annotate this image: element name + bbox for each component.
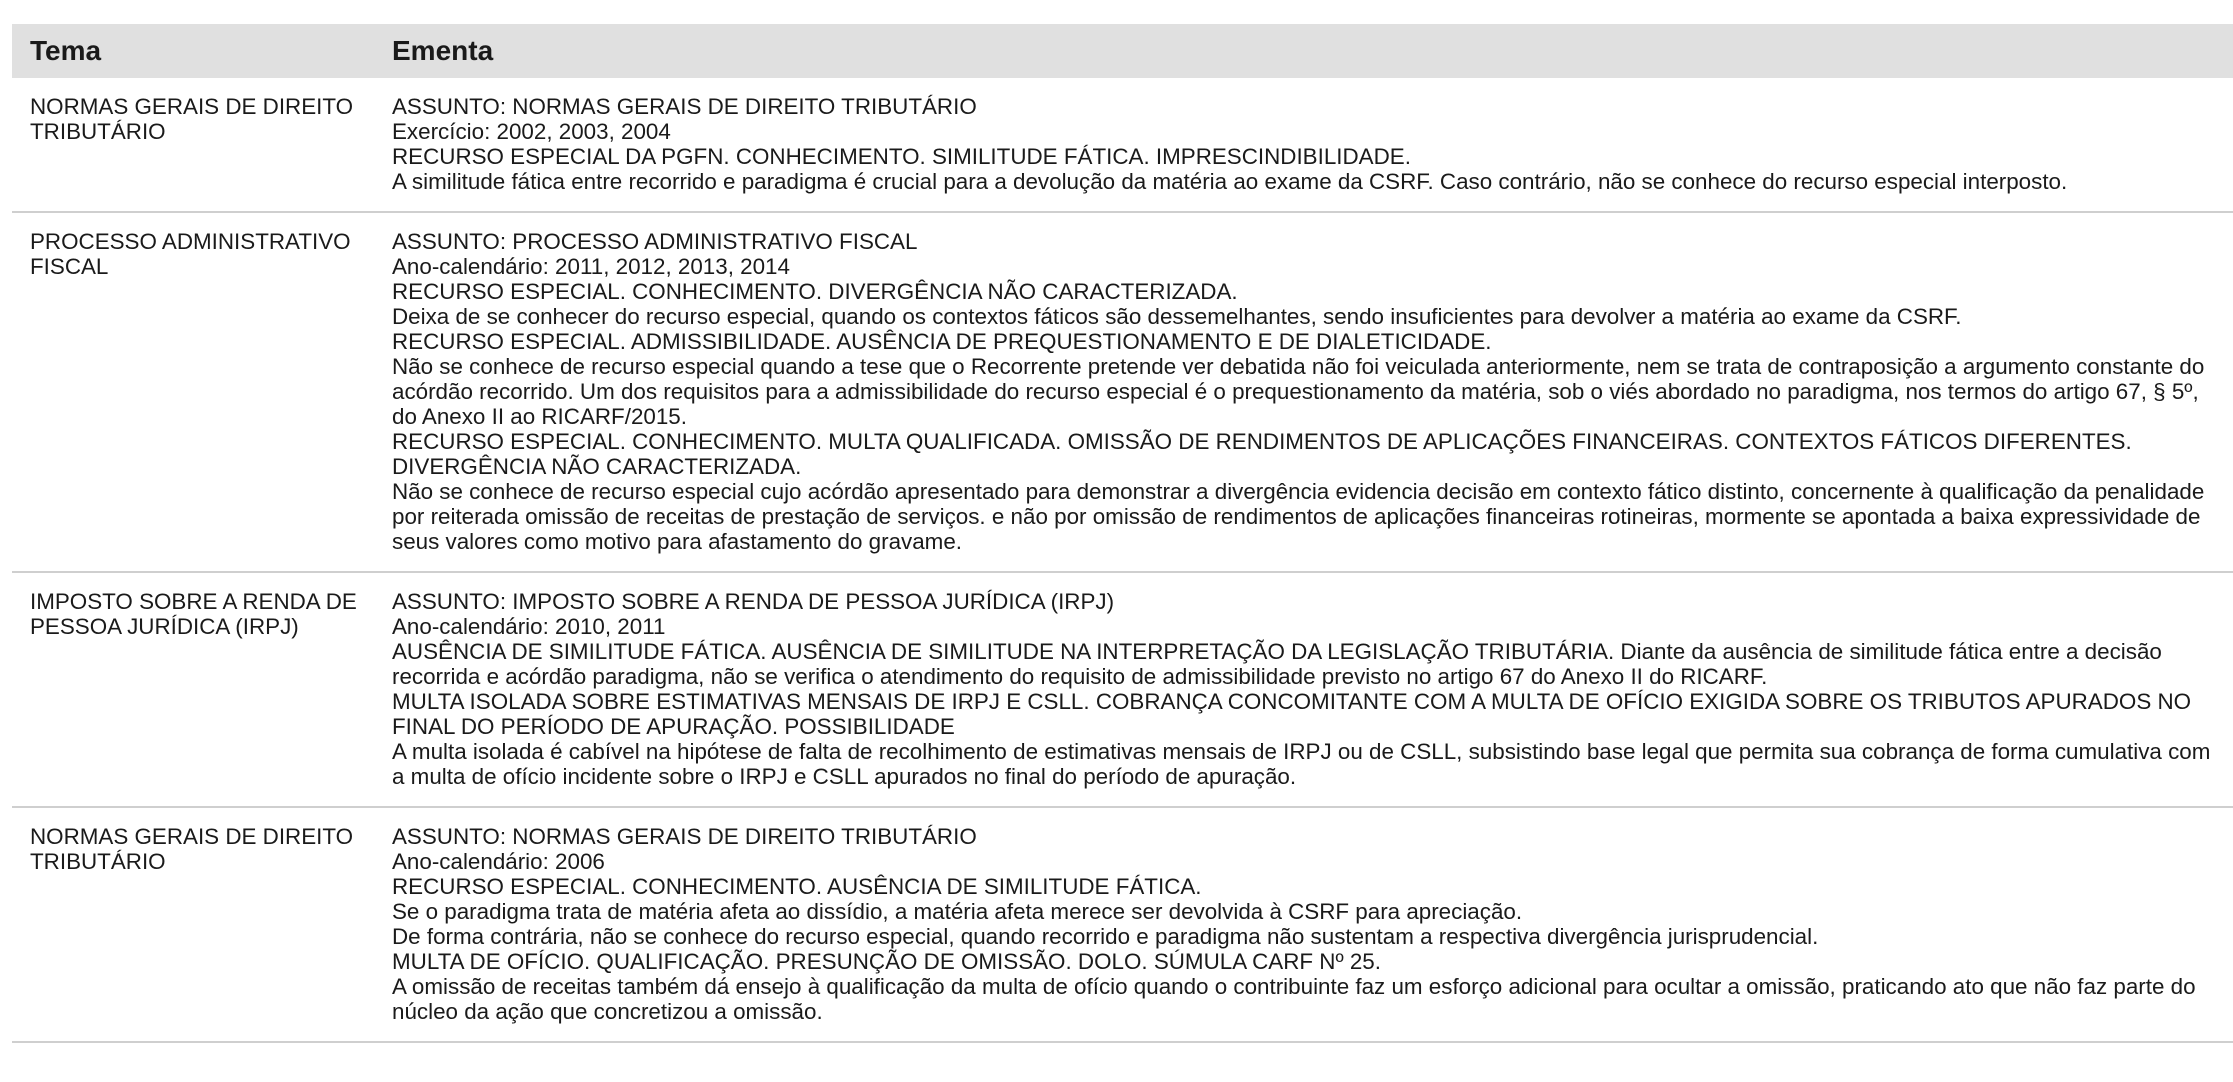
- ementa-line: Não se conhece de recurso especial quando a tese que o Recorrente pretende ver debatida não foi veiculada anteriormente, nem se trata de contraposição a argumento constante do acórdão recorrido. Um dos requisitos para a admissibilidade do recurso especial é o prequestionamento da matéria, sob o viés abordado no paradigma, nos termos do artigo 67, § 5º, do Anexo II ao RICARF/2015.: [392, 354, 2205, 429]
- ementa-line: MULTA DE OFÍCIO. QUALIFICAÇÃO. PRESUNÇÃO DE OMISSÃO. DOLO. SÚMULA CARF Nº 25.: [392, 949, 1381, 974]
- table-row: [12, 212, 2233, 572]
- ementa-line: Ano-calendário: 2011, 2012, 2013, 2014: [392, 254, 790, 279]
- ementa-line: De forma contrária, não se conhece do recurso especial, quando recorrido e paradigma não sustentam a respectiva divergência jurisprudencial.: [392, 924, 1819, 949]
- header-ementa: Ementa: [377, 24, 2233, 78]
- table-row: [12, 807, 2233, 1042]
- tema-cell: NORMAS GERAIS DE DIREITO TRIBUTÁRIO: [12, 78, 377, 212]
- ementa-line: Se o paradigma trata de matéria afeta ao dissídio, a matéria afeta merece ser devolvida à CSRF para apreciação.: [392, 899, 1523, 924]
- ementa-line: RECURSO ESPECIAL. CONHECIMENTO. MULTA QUALIFICADA. OMISSÃO DE RENDIMENTOS DE APLICAÇÕES FINANCEIRAS. CONTEXTOS FÁTICOS DIFERENTES. DIVERGÊNCIA NÃO CARACTERIZADA.: [392, 429, 2132, 479]
- ementa-line: MULTA ISOLADA SOBRE ESTIMATIVAS MENSAIS DE IRPJ E CSLL. COBRANÇA CONCOMITANTE COM A MULTA DE OFÍCIO EXIGIDA SOBRE OS TRIBUTOS APURADOS NO FINAL DO PERÍODO DE APURAÇÃO. POSSIBILIDADE: [392, 689, 2192, 739]
- header-tema: Tema: [12, 24, 377, 78]
- ementa-line: Ano-calendário: 2006: [392, 849, 605, 874]
- table-row: [12, 78, 2233, 212]
- ementa-line: ASSUNTO: PROCESSO ADMINISTRATIVO FISCAL: [392, 229, 918, 254]
- ementa-line: RECURSO ESPECIAL. CONHECIMENTO. AUSÊNCIA DE SIMILITUDE FÁTICA.: [392, 874, 1202, 899]
- ementa-line: RECURSO ESPECIAL. ADMISSIBILIDADE. AUSÊNCIA DE PREQUESTIONAMENTO E DE DIALETICIDADE.: [392, 329, 1492, 354]
- ementa-line: Deixa de se conhecer do recurso especial, quando os contextos fáticos são dessemelhantes, sendo insuficientes para devolver a matéria ao exame da CSRF.: [392, 304, 1962, 329]
- ementa-line: RECURSO ESPECIAL DA PGFN. CONHECIMENTO. SIMILITUDE FÁTICA. IMPRESCINDIBILIDADE.: [392, 144, 1411, 169]
- ementa-line: RECURSO ESPECIAL. CONHECIMENTO. DIVERGÊNCIA NÃO CARACTERIZADA.: [392, 279, 1238, 304]
- tema-cell: NORMAS GERAIS DE DIREITO TRIBUTÁRIO: [12, 807, 377, 1042]
- ementa-line: Exercício: 2002, 2003, 2004: [392, 119, 671, 144]
- table-row: [12, 572, 2233, 807]
- ementa-line: Não se conhece de recurso especial cujo acórdão apresentado para demonstrar a divergência evidencia decisão em contexto fático distinto, concernente à qualificação da penalidade por reiterada omissão de receitas de prestação de serviços. e não por omissão de rendimentos de aplicações financeiras rotineiras, mormente se apontada a baixa expressividade de seus valores como motivo para afastamento do gravame.: [392, 479, 2205, 554]
- table-header: [12, 24, 2233, 78]
- ementa-cell: [377, 572, 2233, 807]
- ementa-line: A similitude fática entre recorrido e paradigma é crucial para a devolução da matéria ao exame da CSRF. Caso contrário, não se conhece do recurso especial interposto.: [392, 169, 2068, 194]
- ementa-line: A omissão de receitas também dá ensejo à qualificação da multa de ofício quando o contribuinte faz um esforço adicional para ocultar a omissão, praticando ato que não faz parte do núcleo da ação que concretizou a omissão.: [392, 974, 2196, 1024]
- ementa-line: A multa isolada é cabível na hipótese de falta de recolhimento de estimativas mensais de IRPJ ou de CSLL, subsistindo base legal que permita sua cobrança de forma cumulativa com a multa de ofício incidente sobre o IRPJ e CSLL apurados no final do período de apuração.: [392, 739, 2211, 789]
- tema-cell: PROCESSO ADMINISTRATIVO FISCAL: [12, 212, 377, 572]
- ementa-line: AUSÊNCIA DE SIMILITUDE FÁTICA. AUSÊNCIA DE SIMILITUDE NA INTERPRETAÇÃO DA LEGISLAÇÃO TRIBUTÁRIA. Diante da ausência de similitude fática entre a decisão recorrida e acórdão paradigma, não se verifica o atendimento do requisito de admissibilidade previsto no artigo 67 do Anexo II do RICARF.: [392, 639, 2162, 689]
- ementa-cell: [377, 212, 2233, 572]
- header-row: [12, 24, 2233, 78]
- ementa-line: Ano-calendário: 2010, 2011: [392, 614, 666, 639]
- ementa-line: ASSUNTO: NORMAS GERAIS DE DIREITO TRIBUTÁRIO: [392, 824, 977, 849]
- ementa-line: ASSUNTO: IMPOSTO SOBRE A RENDA DE PESSOA JURÍDICA (IRPJ): [392, 589, 1115, 614]
- tema-cell: IMPOSTO SOBRE A RENDA DE PESSOA JURÍDICA (IRPJ): [12, 572, 377, 807]
- ementa-line: ASSUNTO: NORMAS GERAIS DE DIREITO TRIBUTÁRIO: [392, 94, 977, 119]
- ementa-table: [12, 24, 2233, 1043]
- ementa-cell: [377, 807, 2233, 1042]
- ementa-cell: [377, 78, 2233, 212]
- table-body: [12, 78, 2233, 1042]
